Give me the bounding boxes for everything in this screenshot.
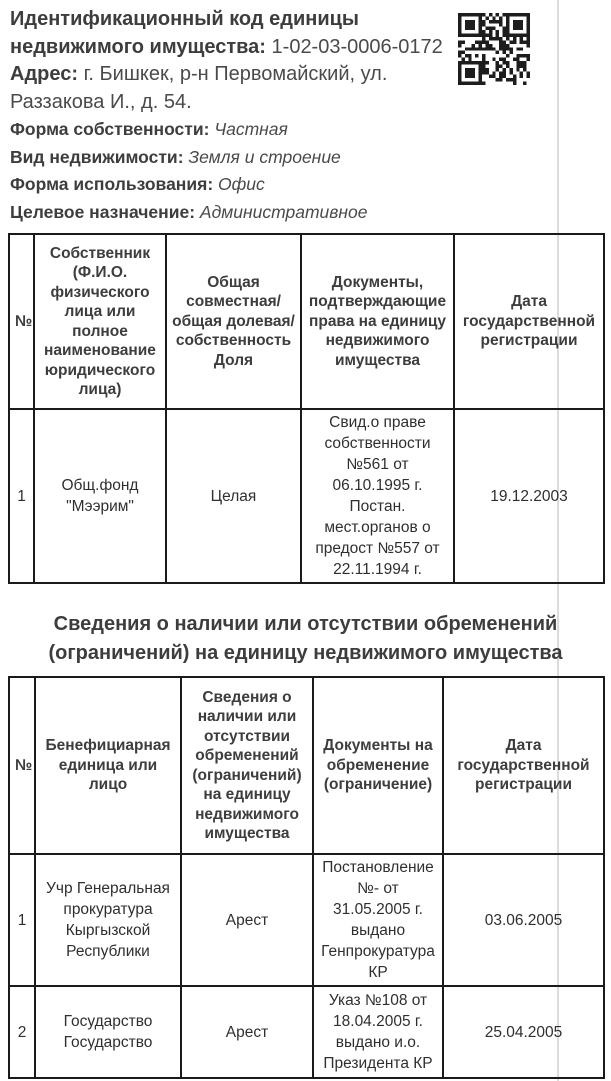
cell-number: 2 (9, 986, 35, 1078)
document-entry: Постан. мест.органов о предост №557 от 22.11.1994 г. (315, 498, 440, 578)
header-registration-date: Дата государственной регистрации (454, 234, 604, 409)
header-documents: Документы, подтверждающие права на единицу недвижимого имущества (301, 234, 454, 409)
info-line-purpose (10, 199, 462, 227)
info-value: г. Бишкек, р-н Первомайский, ул. Раззакова И., д. 54. (10, 63, 388, 113)
header-encumbrance-info: Сведения о наличии или отсутствии обременений (ограничений) на единицу недвижимого имущества (181, 677, 313, 854)
header-owner: Собственник (Ф.И.О. физического лица или полное наименование юридического лица) (34, 234, 166, 409)
cell-owner: Общ.фонд "Мээрим" (34, 409, 166, 583)
info-value: Частная (214, 119, 288, 139)
cell-registration-date: 19.12.2003 (454, 409, 604, 583)
owners-table (8, 233, 605, 584)
info-label: Форма собственности: (10, 119, 210, 139)
cell-number: 1 (9, 409, 34, 583)
property-info-block (10, 6, 462, 226)
info-label: Идентификационный код единицы недвижимого имущества: (10, 8, 360, 58)
header-number: № (9, 234, 34, 409)
info-label: Форма использования: (10, 174, 214, 194)
info-value: Земля и строение (188, 146, 341, 167)
encumbrance-section-heading (0, 610, 611, 668)
info-label: Вид недвижимости: (10, 146, 184, 167)
cell-documents (301, 409, 454, 583)
header-share: Общая совместная/ общая долевая/ собственность Доля (166, 234, 301, 409)
owners-table-row (9, 409, 604, 583)
info-label: Целевое назначение: (10, 201, 196, 222)
header-number: № (9, 677, 35, 854)
cell-status: Арест (181, 986, 313, 1078)
cell-documents: Постановление №- от 31.05.2005 г. выдано Генпрокуратура КР (313, 854, 443, 986)
info-value: 1-02-03-0006-0172 (271, 35, 443, 58)
info-line-address (10, 61, 462, 116)
encumbrance-table-header-row (9, 677, 604, 854)
cell-registration-date: 03.06.2005 (443, 854, 604, 986)
header-encumbrance-documents: Документы на обременение (ограничение) (313, 677, 443, 854)
encumbrance-table-row (9, 854, 604, 986)
info-line-id (10, 6, 462, 61)
owners-table-header-row (9, 234, 604, 409)
header-beneficiary: Бенефициарная единица или лицо (35, 677, 181, 854)
cell-documents: Указ №108 от 18.04.2005 г. выдано и.о. Президента КР (313, 986, 443, 1078)
cell-share: Целая (166, 409, 301, 583)
encumbrance-table-row (9, 986, 604, 1078)
info-line-usage-form (10, 171, 462, 199)
qr-code-icon (458, 13, 530, 85)
cell-beneficiary: Учр Генеральная прокуратура Кыргызской Республики (35, 854, 181, 986)
document-entry: Свид.о праве собственности №561 от 06.10.1995 г. (324, 414, 431, 494)
cell-beneficiary: Государство Государство (35, 986, 181, 1078)
cell-status: Арест (181, 854, 313, 986)
info-label: Адрес: (10, 63, 78, 85)
encumbrance-table (8, 676, 605, 1079)
info-value: Административное (199, 201, 368, 222)
encumbrance-heading-text: Сведения о наличии или отсутствии обременений (ограничений) на единицу недвижимого имущества (48, 613, 563, 664)
info-line-property-type (10, 144, 462, 172)
info-value: Офис (218, 174, 265, 194)
info-line-ownership-form (10, 116, 462, 144)
cell-number: 1 (9, 854, 35, 986)
cell-registration-date: 25.04.2005 (443, 986, 604, 1078)
header-registration-date: Дата государственной регистрации (443, 677, 604, 854)
